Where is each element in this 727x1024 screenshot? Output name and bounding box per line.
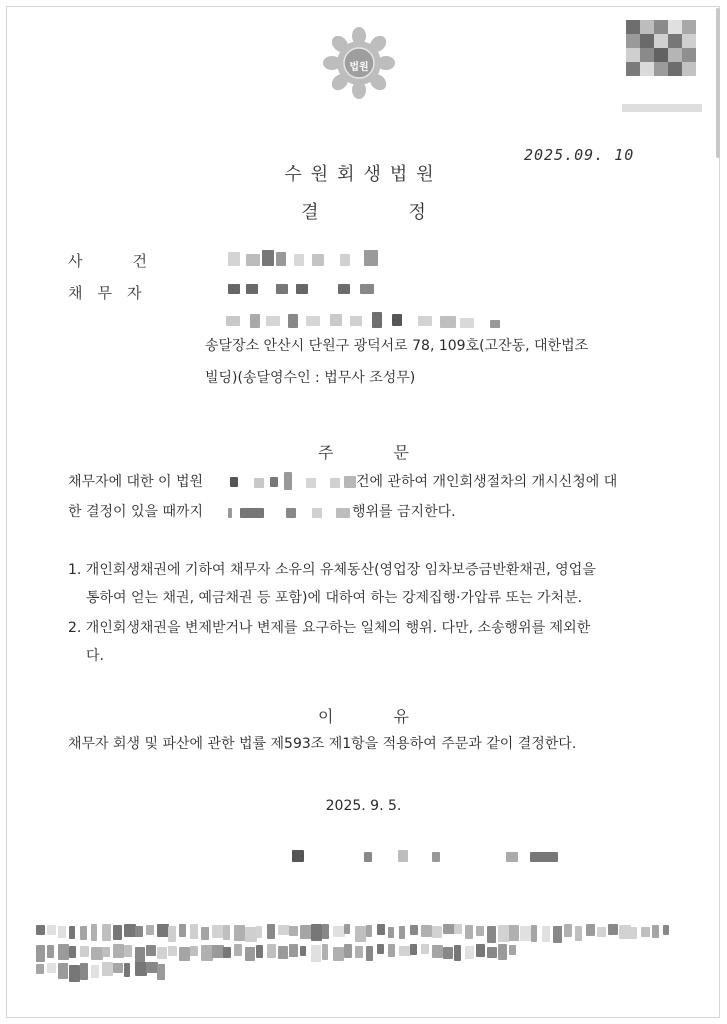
reason-heading: 이 유 [318,707,409,726]
case-label: 사건 [68,252,197,270]
order-item2-line1: 2. 개인회생채권을 변제받거나 변제를 요구하는 일체의 행위. 다만, 소송행위를 제외한 [68,620,591,636]
document-title: 결 정 [301,202,426,223]
service-address-line2: 빌딩)(송달영수인 : 법무사 조성무) [205,370,416,386]
order-line2-end: 행위를 금지한다. [352,504,456,520]
service-address-line1: 송달장소 안산시 단원구 광덕서로 78, 109호(고잔동, 대한법조 [205,338,589,354]
court-name: 수원회생법원 [284,164,443,185]
order-item1-line1: 1. 개인회생채권에 기하여 채무자 소유의 유체동산(영업장 임차보증금반환채권, 영업을 [68,562,596,578]
order-line2-start: 한 결정이 있을 때까지 [68,504,204,520]
order-item2-line2: 다. [86,648,104,664]
decision-date: 2025. 9. 5. [325,798,402,814]
debtor-label: 채무자 [68,284,157,302]
order-line1-end: 건에 관하여 개인회생절차의 개시신청에 대 [356,474,618,490]
order-item1-line2: 통하여 얻는 채권, 예금채권 등 포함)에 대하여 하는 강제집행·가압류 또는 가처분. [86,590,583,606]
seal-label: 법원 [349,62,369,73]
order-heading: 주 문 [318,443,409,462]
reason-text: 채무자 회생 및 파산에 관한 법률 제593조 제1항을 적용하여 주문과 같이 결정한다. [68,736,577,752]
scrollbar[interactable] [716,8,720,158]
received-date-stamp: 2025.09. 10 [524,146,635,164]
order-line1-start: 채무자에 대한 이 법원 [68,474,204,490]
